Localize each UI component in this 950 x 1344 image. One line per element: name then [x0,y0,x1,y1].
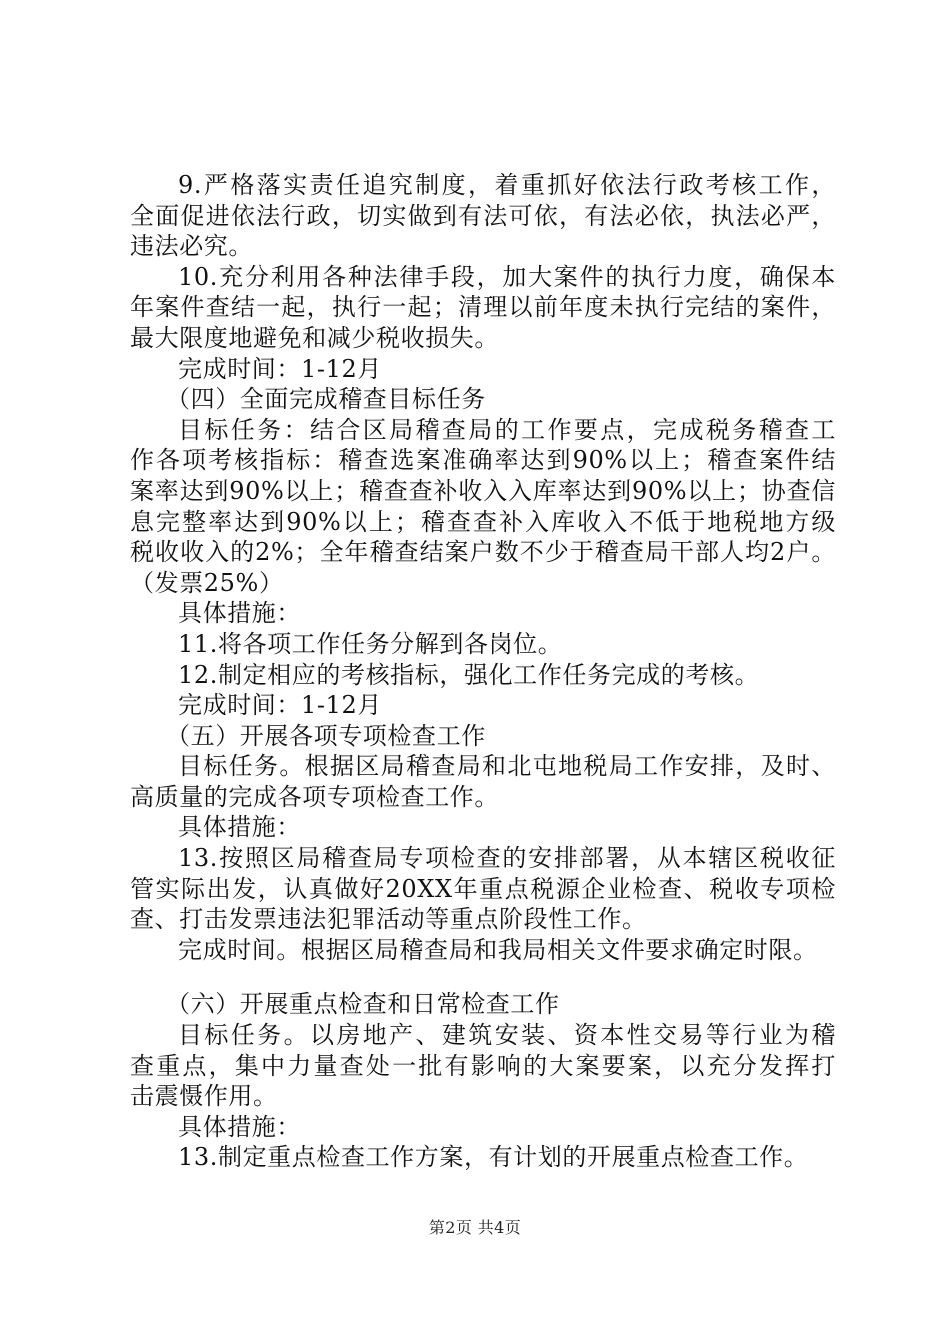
paragraph-line: 全面促进依法行政，切实做到有法可依，有法必依，执法必严， [130,201,836,230]
paragraph-line: 年案件查结一起，执行一起；清理以前年度未执行完结的案件， [130,293,836,322]
paragraph-line: 查重点，集中力量查处一批有影响的大案要案，以充分发挥打 [130,1051,836,1080]
paragraph-line: 作各项考核指标：稽查选案准确率达到90%以上；稽查案件结 [130,446,836,475]
completion-time: 完成时间：1-12月 [178,691,382,720]
paragraph-line: 目标任务：结合区局稽查局的工作要点，完成税务稽查工 [178,415,836,444]
paragraph-line: 查、打击发票违法犯罪活动等重点阶段性工作。 [130,905,647,934]
paragraph-line: 息完整率达到90%以上；稽查查补入库收入不低于地税地方级 [130,507,836,536]
subheading: 具体措施： [178,1112,301,1141]
page-number: 第2页 共4页 [428,1218,522,1237]
list-item: 13.按照区局稽查局专项检查的安排部署，从本辖区税收征 [178,844,836,873]
completion-time: 完成时间。根据区局稽查局和我局相关文件要求确定时限。 [178,935,818,964]
subheading: 具体措施： [178,599,301,628]
list-item: 11.将各项工作任务分解到各岗位。 [178,629,563,658]
list-item: 12.制定相应的考核指标，强化工作任务完成的考核。 [178,660,760,689]
paragraph-line: 10.充分利用各种法律手段，加大案件的执行力度，确保本 [178,262,836,291]
section-heading: （五）开展各项专项检查工作 [166,721,486,750]
paragraph-line: 税收收入的2%；全年稽查结案户数不少于稽查局干部人均2户。 [130,538,836,567]
completion-time: 完成时间：1-12月 [178,354,382,383]
paragraph-line: 违法必究。 [130,232,253,261]
list-item: 13.制定重点检查工作方案，有计划的开展重点检查工作。 [178,1143,809,1172]
paragraph-line: 管实际出发，认真做好20XX年重点税源企业检查、税收专项检 [130,874,836,903]
paragraph-line: 9.严格落实责任追究制度，着重抓好依法行政考核工作， [178,171,836,199]
paragraph-line: （发票25%） [130,568,284,597]
paragraph-line: 目标任务。根据区局稽查局和北屯地税局工作安排，及时、 [178,752,836,781]
paragraph-line: 高质量的完成各项专项检查工作。 [130,782,499,811]
paragraph-line: 案率达到90%以上；稽查查补收入入库率达到90%以上；协查信 [130,476,836,505]
section-heading: （六）开展重点检查和日常检查工作 [166,990,560,1019]
paragraph-line: 击震慑作用。 [130,1082,278,1111]
paragraph-gap [130,965,836,989]
document-body [130,170,836,1173]
section-heading: （四）全面完成稽查目标任务 [166,385,486,414]
paragraph-line: 最大限度地避免和减少税收损失。 [130,323,499,352]
subheading: 具体措施： [178,813,301,842]
paragraph-line: 目标任务。以房地产、建筑安装、资本性交易等行业为稽 [178,1021,836,1050]
